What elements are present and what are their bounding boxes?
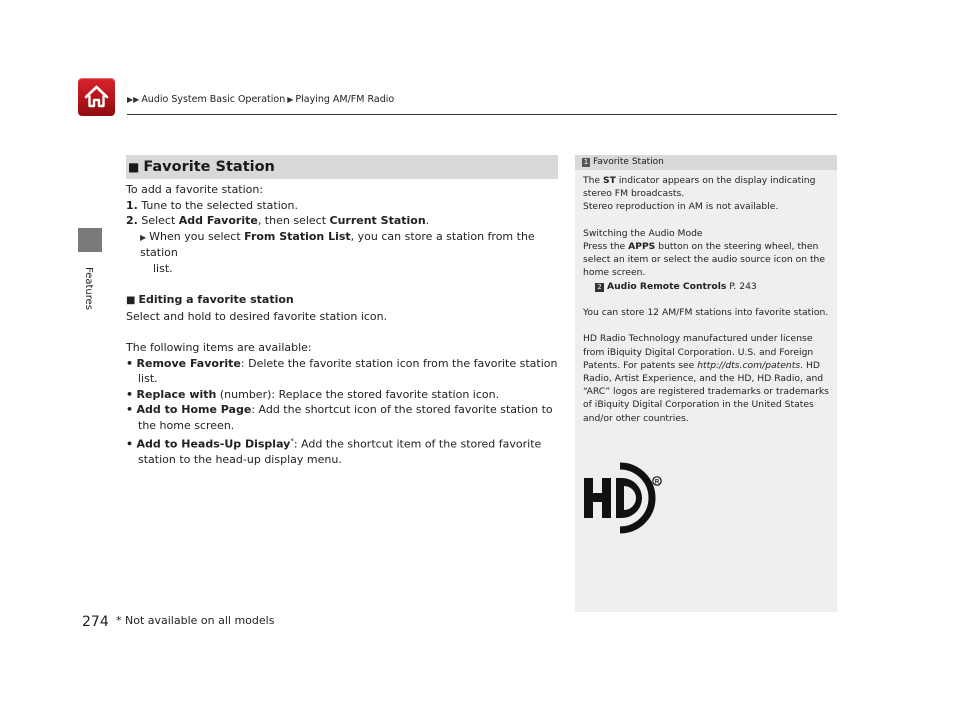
arrow-icon: ▶ — [140, 232, 147, 242]
breadcrumb-link[interactable]: Audio System Basic Operation — [141, 94, 286, 105]
breadcrumb-arrow-icon: ▶ — [287, 95, 294, 104]
subsection-text: Select and hold to desired favorite station icon. — [126, 309, 388, 323]
items-intro: The following items are available: — [126, 340, 312, 354]
list-item: • Add to Heads-Up Display*: Add the shortcut item of the stored favorite station to the head-up display menu. — [126, 436, 542, 466]
section-title-text: Favorite Station — [143, 159, 275, 175]
cross-reference-icon: 2 — [595, 283, 604, 292]
main-content — [126, 182, 562, 467]
section-title — [126, 155, 558, 179]
note-number-icon: 1 — [583, 158, 589, 166]
step-2-note — [126, 229, 562, 261]
ui-term: Add Favorite — [178, 214, 258, 228]
home-button[interactable] — [78, 78, 115, 116]
list-item: • Add to Home Page: Add the shortcut icon of the stored favorite station to the home screen. — [126, 403, 553, 432]
svg-text:R: R — [654, 479, 660, 486]
note-subtitle: Switching the Audio Mode — [583, 227, 703, 239]
step-number: 2. — [126, 214, 138, 228]
item-term: Add to Home Page — [136, 403, 252, 417]
note-paragraph: HD Radio Technology manufactured under license from iBiquity Digital Corporation. U.S. and Foreign Patents. For patents see http://dts.com/patents. HD Radio, Artist Experience, and the HD, HD Radio, and “ARC” logos are registered trademarks or trademarks of iBiquity Digital Corporation in the United States and/or other countries. — [583, 333, 829, 424]
home-icon — [83, 83, 110, 111]
page-number: 274 — [82, 614, 109, 630]
step-number: 1. — [126, 198, 138, 212]
cross-reference-page: P. 243 — [726, 280, 757, 292]
subsection-title — [126, 292, 562, 309]
note-text: , you can store a station from the station — [140, 229, 535, 260]
step-text: . — [425, 214, 430, 228]
item-term: Remove Favorite — [136, 356, 241, 370]
item-text: : Add the shortcut item of the stored favorite station to the head-up display menu. — [138, 437, 542, 466]
item-term: Replace with — [136, 387, 217, 401]
square-bullet-icon: ■ — [126, 295, 136, 307]
sidebar-note-text — [583, 174, 831, 425]
note-paragraph: Stereo reproduction in AM is not available. — [583, 201, 779, 213]
cross-reference[interactable] — [583, 280, 831, 293]
step-2-note-cont: list. — [153, 261, 173, 275]
item-text: : Delete the favorite station icon from the favorite station list. — [138, 356, 558, 386]
intro-text: To add a favorite station: — [126, 183, 264, 196]
sidebar-note-title-text: Favorite Station — [593, 157, 664, 167]
note-paragraph: The ST indicator appears on the display indicating stereo FM broadcasts. — [583, 175, 816, 200]
item-text: : Add the shortcut icon of the stored favorite station to the home screen. — [138, 403, 553, 432]
cross-reference-label[interactable]: Audio Remote Controls — [607, 280, 727, 292]
item-text: (number): Replace the stored favorite station icon. — [216, 387, 500, 401]
section-tab-marker — [78, 228, 102, 252]
subsection-title-text: Editing a favorite station — [138, 293, 294, 307]
sidebar-note-title — [575, 155, 837, 170]
step-text: , then select — [257, 214, 330, 228]
note-text: When you select — [149, 229, 245, 243]
step-text: Tune to the selected station. — [141, 198, 298, 212]
section-tab-label: Features — [83, 267, 94, 310]
ui-term: Current Station — [329, 214, 426, 228]
list-item: • Remove Favorite: Delete the favorite station icon from the favorite station list. — [126, 356, 558, 386]
step-1 — [126, 198, 562, 214]
breadcrumb — [127, 94, 394, 105]
breadcrumb-current: Playing AM/FM Radio — [295, 94, 395, 105]
ui-term: APPS — [628, 241, 656, 252]
list-item: • Replace with (number): Replace the stored favorite station icon. — [126, 387, 500, 401]
breadcrumb-arrow-icon: ▶▶ — [127, 95, 140, 104]
header-divider — [127, 114, 837, 115]
step-2 — [126, 213, 562, 229]
square-bullet-icon: ■ — [128, 160, 140, 174]
item-term: Add to Heads-Up Display — [136, 437, 291, 451]
note-paragraph: You can store 12 AM/FM stations into favorite station. — [583, 307, 829, 318]
step-text: Select — [141, 214, 179, 228]
ui-term: ST — [603, 175, 616, 186]
patent-url: http://dts.com/patents — [697, 359, 801, 371]
footnote: * Not available on all models — [116, 614, 275, 627]
hd-radio-logo — [580, 458, 666, 534]
ui-term: From Station List — [244, 229, 351, 243]
note-paragraph: Press the APPS button on the steering wheel, then select an item or select the audio source icon on the home screen. — [583, 241, 826, 279]
footnote-marker: * — [290, 436, 294, 445]
